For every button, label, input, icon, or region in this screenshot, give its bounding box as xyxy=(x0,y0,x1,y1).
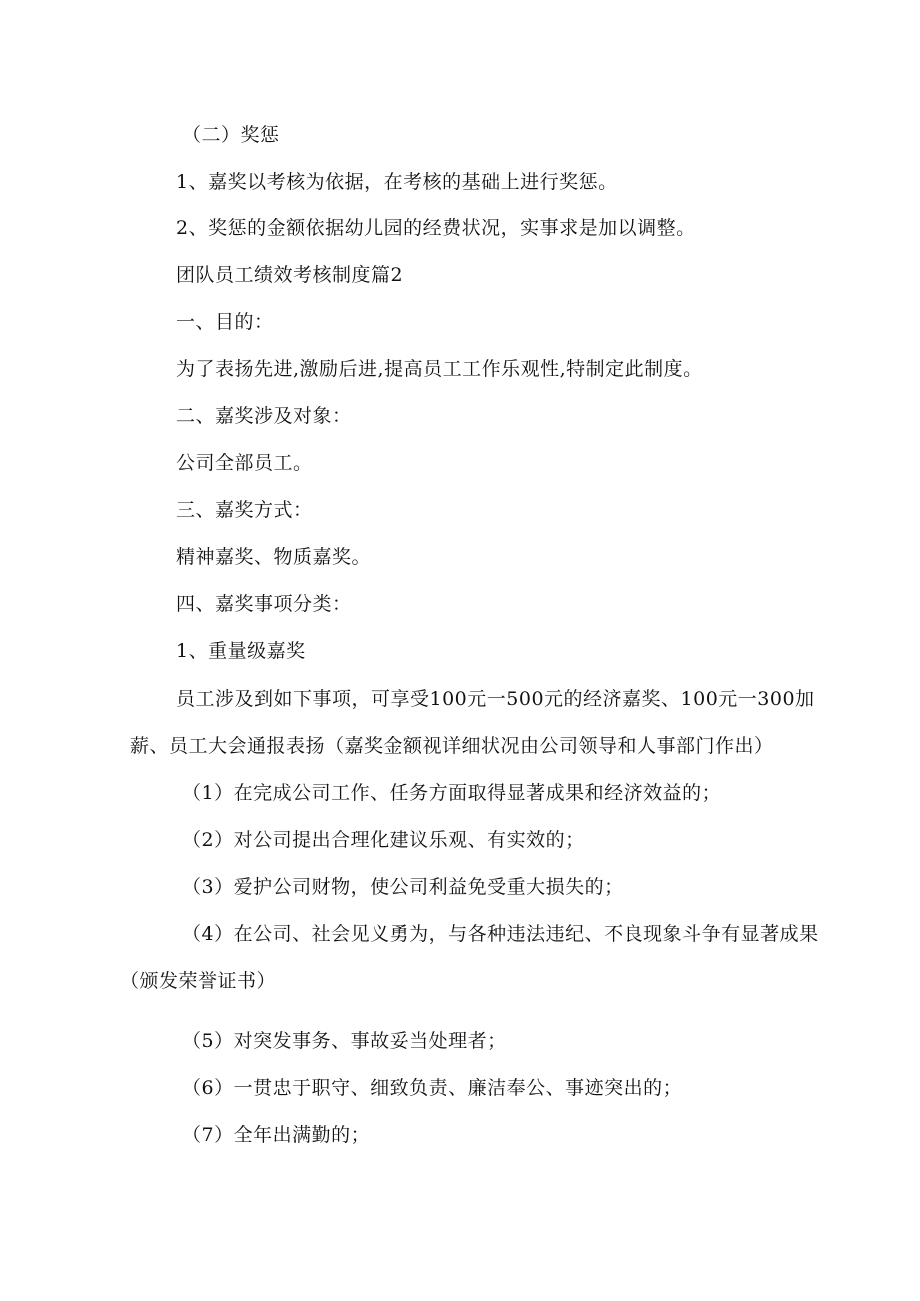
paragraph-line: 薪、员工大会通报表扬（嘉奖金额视详细状况由公司领导和人事部门作出） xyxy=(130,735,774,757)
subsection-heading: 1、重量级嘉奖 xyxy=(176,640,306,662)
paragraph-line: 1、嘉奖以考核为依据，在考核的基础上进行奖惩。 xyxy=(176,171,618,193)
list-item: （1）在完成公司工作、任务方面取得显著成果和经济效益的； xyxy=(182,782,722,804)
section-heading-categories: 四、嘉奖事项分类： xyxy=(176,593,352,615)
section-heading-purpose: 一、目的： xyxy=(176,311,274,333)
section-heading-methods: 三、嘉奖方式： xyxy=(176,499,313,521)
list-item: （3）爱护公司财物，使公司利益免受重大损失的； xyxy=(182,876,624,898)
list-item: （6）一贯忠于职守、细致负责、廉洁奉公、事迹突出的； xyxy=(182,1077,683,1099)
list-item: （2）对公司提出合理化建议乐观、有实效的； xyxy=(182,829,585,851)
list-item-continuation: （颁发荣誉证书） xyxy=(120,970,277,992)
paragraph-line: 2、奖惩的金额依据幼儿园的经费状况，实事求是加以调整。 xyxy=(176,217,696,239)
article-title: 团队员工绩效考核制度篇2 xyxy=(176,264,404,286)
list-item: （4）在公司、社会见义勇为，与各种违法违纪、不良现象斗争有显著成果 xyxy=(182,923,819,945)
paragraph-line: 为了表扬先进,激励后进,提高员工工作乐观性,特制定此制度。 xyxy=(176,358,703,380)
paragraph-line: 公司全部员工。 xyxy=(176,452,313,474)
list-item: （5）对突发事务、事故妥当处理者； xyxy=(182,1030,507,1052)
section-heading-rewards-penalties: （二）奖惩 xyxy=(182,124,280,146)
paragraph-line: 员工涉及到如下事项，可享受100元一500元的经济嘉奖、100元一300加 xyxy=(176,688,815,710)
paragraph-line: 精神嘉奖、物质嘉奖。 xyxy=(176,546,372,568)
list-item: （7）全年出满勤的； xyxy=(182,1124,371,1146)
section-heading-scope: 二、嘉奖涉及对象： xyxy=(176,405,352,427)
